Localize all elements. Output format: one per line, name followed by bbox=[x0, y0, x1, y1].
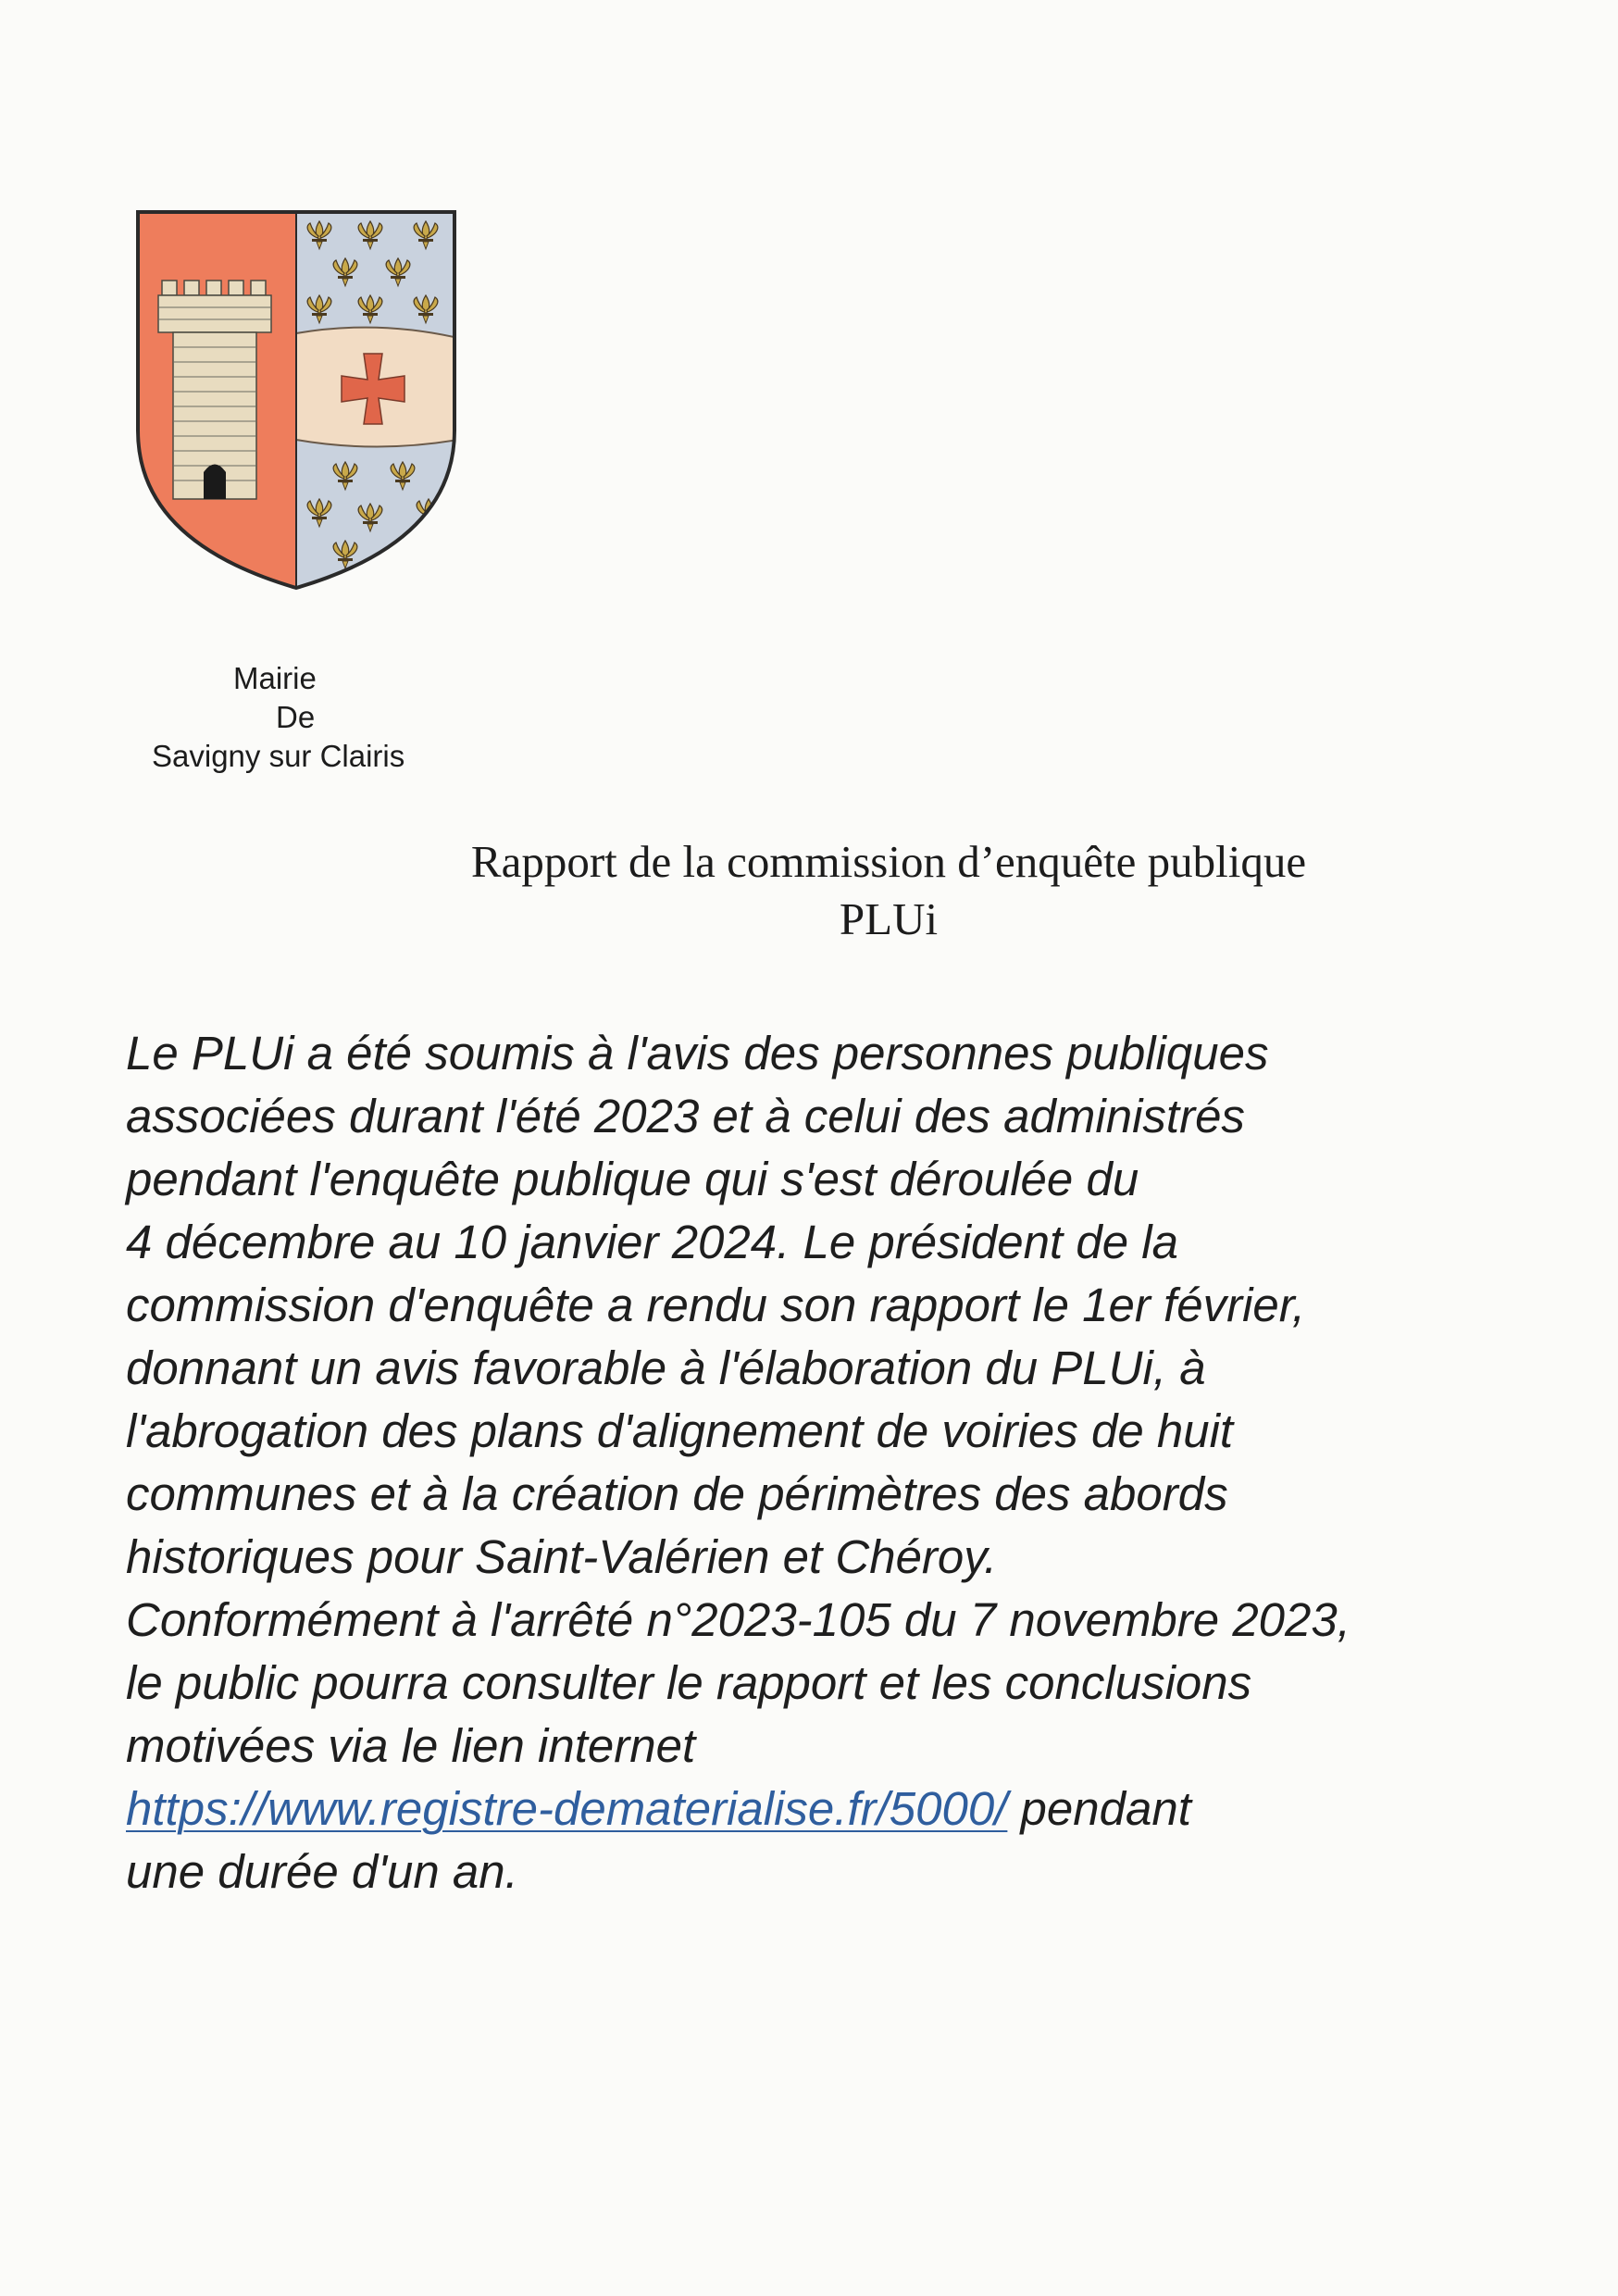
body-line: une durée d'un an. bbox=[126, 1845, 518, 1898]
mairie-line: Mairie bbox=[233, 661, 317, 695]
body-line: communes et à la création de périmètres des abords bbox=[126, 1467, 1228, 1520]
body-line: associées durant l'été 2023 et à celui des administrés bbox=[126, 1090, 1245, 1142]
title-line: Rapport de la commission d’enquête publique bbox=[470, 836, 1307, 887]
body-line: motivées via le lien internet bbox=[126, 1719, 696, 1772]
notice-body bbox=[126, 1022, 1570, 1903]
body-line: commission d'enquête a rendu son rapport le 1er février, bbox=[126, 1279, 1306, 1331]
mairie-line: Savigny sur Clairis bbox=[152, 739, 405, 773]
body-line: pendant l'enquête publique qui s'est déroulée du bbox=[126, 1153, 1139, 1205]
body-line-link bbox=[126, 1778, 1570, 1841]
body-line: Conformément à l'arrêté n°2023-105 du 7 novembre 2023, bbox=[126, 1593, 1350, 1646]
registry-link[interactable]: https://www.registre-dematerialise.fr/5000/ bbox=[126, 1782, 1008, 1835]
mairie-line: De bbox=[276, 700, 316, 734]
coat-of-arms-logo bbox=[134, 208, 458, 593]
page-title bbox=[278, 833, 1500, 948]
body-line: l'abrogation des plans d'alignement de voiries de huit bbox=[126, 1404, 1234, 1457]
body-line: historiques pour Saint-Valérien et Chéroy. bbox=[126, 1530, 998, 1583]
mairie-address bbox=[148, 659, 404, 776]
body-line: Le PLUi a été soumis à l'avis des personnes publiques bbox=[126, 1027, 1269, 1079]
body-line: donnant un avis favorable à l'élaboration du PLUi, à bbox=[126, 1341, 1206, 1394]
title-line: PLUi bbox=[839, 893, 939, 944]
body-line: le public pourra consulter le rapport et les conclusions bbox=[126, 1656, 1252, 1709]
link-suffix: pendant bbox=[1007, 1782, 1191, 1835]
body-line: 4 décembre au 10 janvier 2024. Le président de la bbox=[126, 1216, 1178, 1268]
